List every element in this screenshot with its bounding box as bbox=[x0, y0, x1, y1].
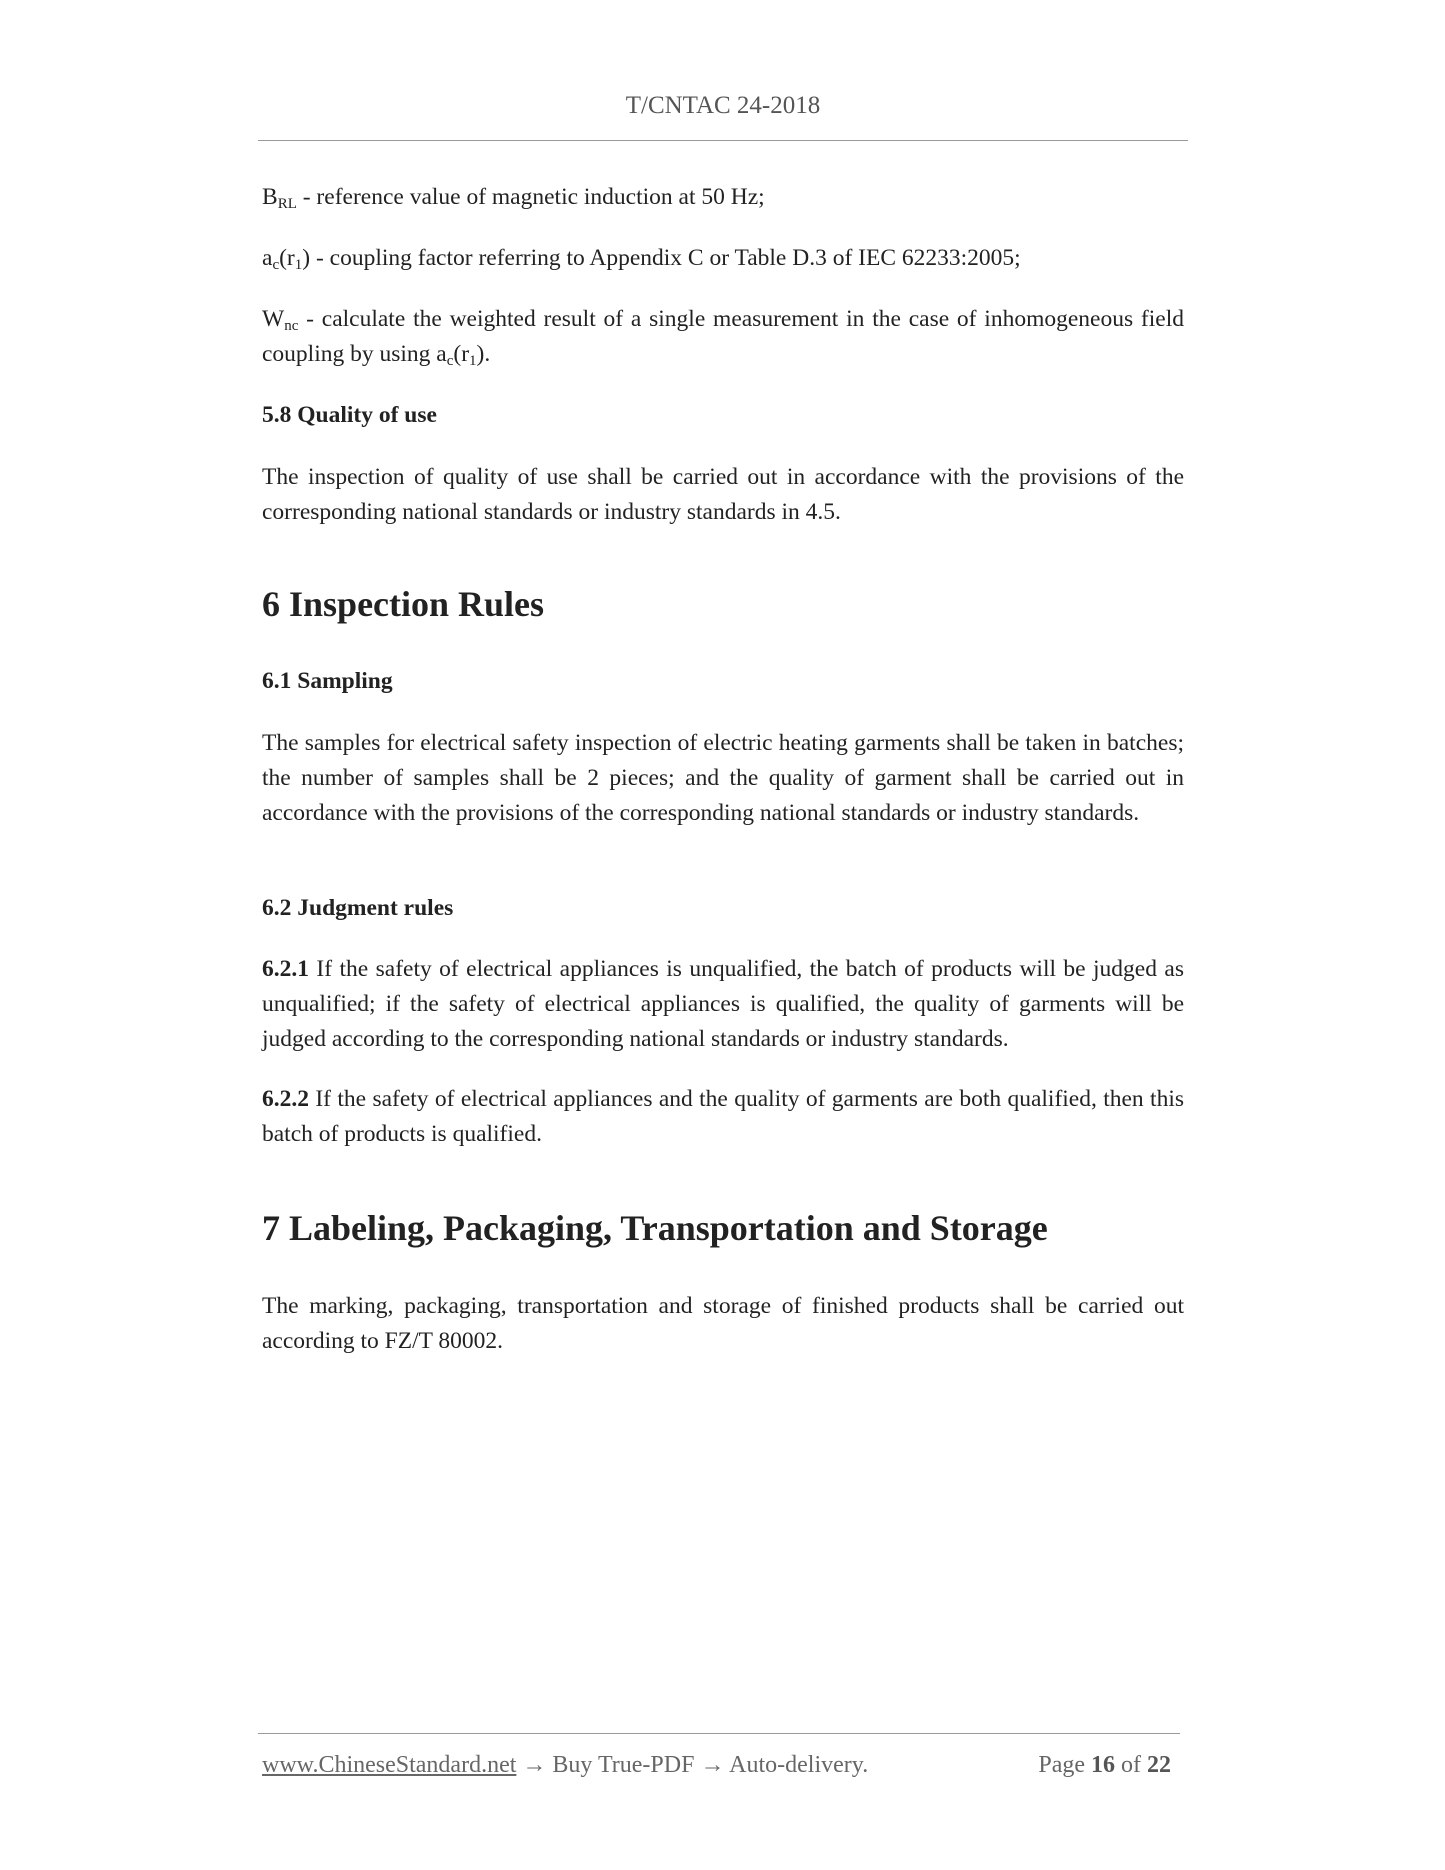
section-5-8-body: The inspection of quality of use shall be carried out in accordance with the provisions of the corresponding national standards or industry standards in 4.5. bbox=[262, 464, 1184, 525]
wnc-text: - calculate the weighted result of a single measurement in the case of inhomogeneous field coupling by using a bbox=[262, 306, 1184, 367]
wnc-subscript: nc bbox=[284, 318, 299, 334]
ac-subscript: c bbox=[272, 257, 280, 273]
arrow-right-icon: → bbox=[522, 1752, 547, 1778]
ac-symbol: a bbox=[262, 245, 273, 271]
section-6-2-2-paragraph bbox=[262, 1082, 1184, 1152]
brl-symbol: B bbox=[262, 184, 278, 210]
auto-delivery-text: Auto-delivery. bbox=[724, 1752, 869, 1778]
section-6-1-body: The samples for electrical safety inspection of electric heating garments shall be taken in batches; the number of samples shall be 2 pieces; and the quality of garment shall be carried out in accordance with the provisions of the corresponding national standards or industry standards. bbox=[262, 730, 1184, 826]
footer-divider bbox=[258, 1733, 1180, 1734]
brl-text: - reference value of magnetic induction at 50 Hz; bbox=[296, 184, 765, 210]
clause-number-6-2-2: 6.2.2 bbox=[262, 1086, 309, 1112]
section-6-heading: 6 Inspection Rules bbox=[262, 584, 545, 624]
clause-6-2-1-text: If the safety of electrical appliances is unqualified, the batch of products will be judged as unqualified; if the safety of electrical appliances is qualified, the quality of garments will be judged according to the corresponding national standards or industry standards. bbox=[262, 956, 1184, 1052]
wnc-subscript-2: c bbox=[446, 353, 454, 369]
wnc-end: ). bbox=[476, 341, 491, 367]
of-label: of bbox=[1121, 1752, 1141, 1778]
page-number bbox=[1038, 1752, 1177, 1779]
section-6-2-1-paragraph bbox=[262, 952, 1184, 1057]
wnc-mid: (r bbox=[453, 341, 470, 367]
ac-text: ) - coupling factor referring to Appendix C or Table D.3 of IEC 62233:2005; bbox=[302, 245, 1021, 271]
clause-number-6-2-1: 6.2.1 bbox=[262, 956, 309, 982]
section-6-2-heading: 6.2 Judgment rules bbox=[262, 895, 454, 921]
header-divider bbox=[258, 140, 1188, 141]
section-5-8-heading: 5.8 Quality of use bbox=[262, 402, 437, 428]
website-link[interactable]: www.ChineseStandard.net bbox=[262, 1752, 517, 1778]
clause-6-2-2-text: If the safety of electrical appliances and the quality of garments are both qualified, then this batch of products is qualified. bbox=[262, 1086, 1184, 1147]
footer-promo bbox=[262, 1752, 868, 1779]
ac-mid: (r bbox=[279, 245, 295, 271]
total-pages-number: 22 bbox=[1147, 1752, 1171, 1778]
ac-subscript-2: 1 bbox=[294, 257, 303, 273]
wnc-symbol: W bbox=[262, 306, 285, 332]
current-page-number: 16 bbox=[1091, 1752, 1115, 1778]
definition-wnc bbox=[262, 302, 1184, 372]
wnc-subscript-3: 1 bbox=[469, 353, 477, 369]
page-label: Page bbox=[1038, 1752, 1085, 1778]
section-6-1-heading: 6.1 Sampling bbox=[262, 668, 393, 694]
definition-brl bbox=[262, 180, 765, 215]
arrow-right-icon: → bbox=[700, 1752, 725, 1778]
section-7-heading: 7 Labeling, Packaging, Transportation and Storage bbox=[262, 1208, 1048, 1248]
buy-true-pdf-text: Buy True-PDF bbox=[546, 1752, 701, 1778]
section-7-body: The marking, packaging, transportation and storage of finished products shall be carried out according to FZ/T 80002. bbox=[262, 1293, 1184, 1354]
definition-ac bbox=[262, 241, 1021, 276]
brl-subscript: RL bbox=[277, 196, 297, 212]
document-id-header: T/CNTAC 24-2018 bbox=[625, 92, 821, 119]
